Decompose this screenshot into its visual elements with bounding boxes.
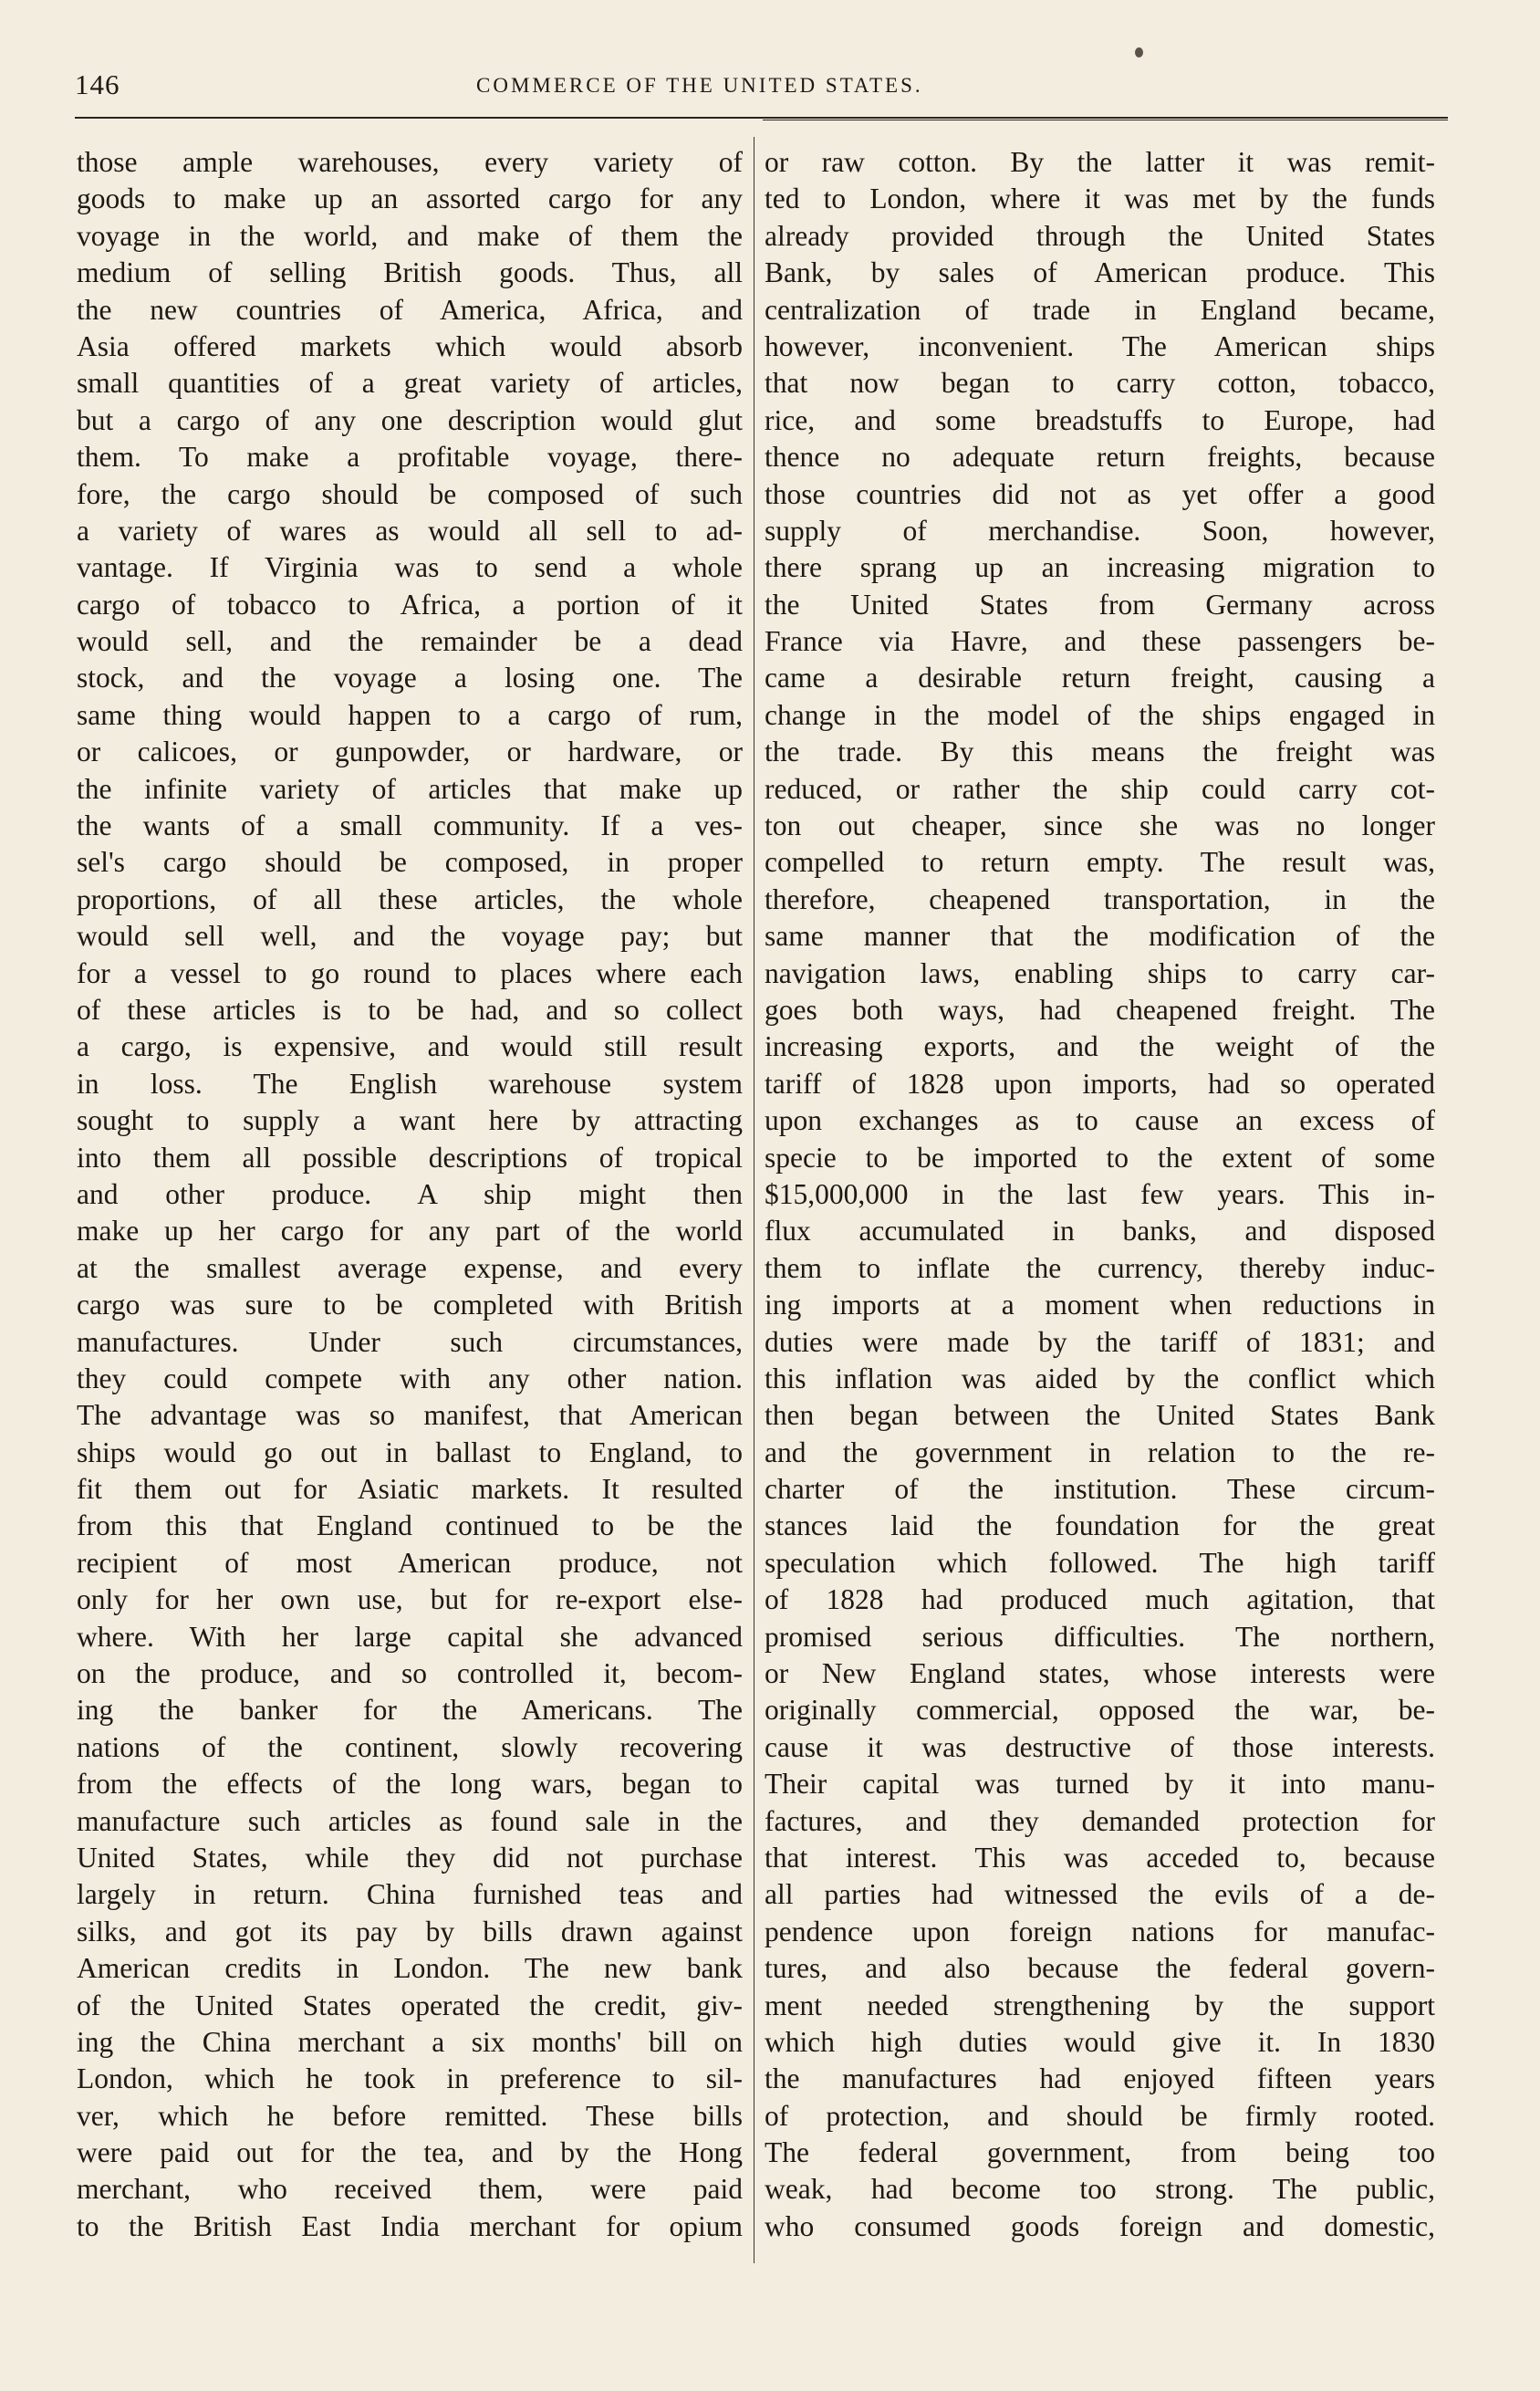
text-line: and other produce. A ship might then	[77, 1177, 743, 1210]
text-line: were paid out for the tea, and by the Hong	[77, 2136, 743, 2169]
text-line: manufactures. Under such circumstances,	[77, 1325, 743, 1358]
text-line: of these articles is to be had, and so collect	[77, 993, 743, 1026]
text-line: fore, the cargo should be composed of such	[77, 477, 743, 510]
text-line: thence no adequate return freights, because	[765, 441, 1435, 474]
text-line: sel's cargo should be composed, in proper	[77, 846, 743, 879]
text-line: France via Havre, and these passengers be-	[765, 625, 1435, 658]
text-line: or calicoes, or gunpowder, or hardware, or	[77, 736, 743, 768]
text-line: or New England states, whose interests were	[765, 1657, 1435, 1690]
text-line: that interest. This was acceded to, because	[765, 1841, 1435, 1874]
text-line: the infinite variety of articles that make up	[77, 772, 743, 805]
text-line: came a desirable return freight, causing a	[765, 662, 1435, 694]
text-line: all parties had witnessed the evils of a de-	[765, 1878, 1435, 1911]
text-line: for a vessel to go round to places where each	[77, 956, 743, 989]
left-column	[77, 144, 743, 2245]
text-line: silks, and got its pay by bills drawn against	[77, 1915, 743, 1947]
text-line: recipient of most American produce, not	[77, 1546, 743, 1579]
text-line: ships would go out in ballast to England, to	[77, 1436, 743, 1468]
text-line: same thing would happen to a cargo of rum,	[77, 698, 743, 731]
text-line: duties were made by the tariff of 1831; and	[765, 1325, 1435, 1358]
text-line: $15,000,000 in the last few years. This in-	[765, 1177, 1435, 1210]
text-line: the wants of a small community. If a ves-	[77, 809, 743, 842]
text-line: United States, while they did not purchase	[77, 1841, 743, 1874]
text-line: however, inconvenient. The American ships	[765, 329, 1435, 362]
page-header	[75, 68, 1448, 114]
text-line: centralization of trade in England became,	[765, 293, 1435, 326]
text-line: would sell well, and the voyage pay; but	[77, 920, 743, 953]
text-line: of protection, and should be firmly rooted.	[765, 2099, 1435, 2132]
text-line: rice, and some breadstuffs to Europe, had	[765, 403, 1435, 436]
text-line: in loss. The English warehouse system	[77, 1067, 743, 1100]
text-line: at the smallest average expense, and every	[77, 1251, 743, 1284]
text-line: who consumed goods foreign and domestic,	[765, 2209, 1435, 2242]
text-line: fit them out for Asiatic markets. It resulted	[77, 1473, 743, 1506]
text-line: already provided through the United States	[765, 219, 1435, 252]
text-line: which high duties would give it. In 1830	[765, 2025, 1435, 2058]
text-line: a cargo, is expensive, and would still result	[77, 1030, 743, 1063]
header-rule	[75, 117, 1448, 119]
text-line: same manner that the modification of the	[765, 920, 1435, 953]
text-line: those ample warehouses, every variety of	[77, 146, 743, 178]
text-line: The federal government, from being too	[765, 2136, 1435, 2169]
text-line: charter of the institution. These circum-	[765, 1473, 1435, 1506]
text-line: speculation which followed. The high tariff	[765, 1546, 1435, 1579]
text-line: The advantage was so manifest, that American	[77, 1399, 743, 1432]
text-line: voyage in the world, and make of them the	[77, 219, 743, 252]
text-line: cargo of tobacco to Africa, a portion of it	[77, 588, 743, 621]
text-line: merchant, who received them, were paid	[77, 2173, 743, 2206]
text-line: goods to make up an assorted cargo for any	[77, 183, 743, 215]
text-line: but a cargo of any one description would glut	[77, 403, 743, 436]
text-line: proportions, of all these articles, the whole	[77, 882, 743, 915]
text-line: of 1828 had produced much agitation, that	[765, 1583, 1435, 1616]
text-line: would sell, and the remainder be a dead	[77, 625, 743, 658]
text-line: American credits in London. The new bank	[77, 1952, 743, 1985]
text-line: change in the model of the ships engaged in	[765, 698, 1435, 731]
text-line: the manufactures had enjoyed fifteen years	[765, 2062, 1435, 2095]
text-line: or raw cotton. By the latter it was remit-	[765, 146, 1435, 178]
text-line: ver, which he before remitted. These bills	[77, 2099, 743, 2132]
text-line: sought to supply a want here by attracting	[77, 1104, 743, 1137]
text-line: largely in return. China furnished teas and	[77, 1878, 743, 1911]
text-line: on the produce, and so controlled it, becom-	[77, 1657, 743, 1690]
text-line: ing the banker for the Americans. The	[77, 1694, 743, 1727]
text-line: therefore, cheapened transportation, in the	[765, 882, 1435, 915]
text-line: tures, and also because the federal govern-	[765, 1952, 1435, 1985]
text-line: this inflation was aided by the conflict which	[765, 1362, 1435, 1394]
text-line: those countries did not as yet offer a good	[765, 477, 1435, 510]
text-line: ted to London, where it was met by the funds	[765, 183, 1435, 215]
text-line: flux accumulated in banks, and disposed	[765, 1215, 1435, 1248]
ink-spot	[1135, 47, 1143, 57]
text-line: they could compete with any other nation.	[77, 1362, 743, 1394]
text-line: London, which he took in preference to sil-	[77, 2062, 743, 2095]
text-line: that now began to carry cotton, tobacco,	[765, 367, 1435, 400]
text-line: specie to be imported to the extent of some	[765, 1141, 1435, 1174]
text-line: medium of selling British goods. Thus, all	[77, 256, 743, 289]
text-line: cause it was destructive of those interests.	[765, 1730, 1435, 1763]
text-line: stock, and the voyage a losing one. The	[77, 662, 743, 694]
text-line: supply of merchandise. Soon, however,	[765, 514, 1435, 547]
text-line: and the government in relation to the re-	[765, 1436, 1435, 1468]
text-line: compelled to return empty. The result was,	[765, 846, 1435, 879]
text-line: of the United States operated the credit, giv-	[77, 1989, 743, 2021]
text-line: increasing exports, and the weight of the	[765, 1030, 1435, 1063]
right-column	[765, 144, 1435, 2245]
text-line: from this that England continued to be the	[77, 1509, 743, 1542]
text-line: Bank, by sales of American produce. This	[765, 256, 1435, 289]
text-line: manufacture such articles as found sale in the	[77, 1804, 743, 1837]
text-line: the United States from Germany across	[765, 588, 1435, 621]
text-line: Asia offered markets which would absorb	[77, 329, 743, 362]
text-line: ing imports at a moment when reductions in	[765, 1289, 1435, 1321]
text-line: where. With her large capital she advanced	[77, 1620, 743, 1653]
text-line: goes both ways, had cheapened freight. The	[765, 993, 1435, 1026]
text-line: them to inflate the currency, thereby induc-	[765, 1251, 1435, 1284]
text-line: cargo was sure to be completed with British	[77, 1289, 743, 1321]
text-line: reduced, or rather the ship could carry cot-	[765, 772, 1435, 805]
text-line: nations of the continent, slowly recovering	[77, 1730, 743, 1763]
text-line: pendence upon foreign nations for manufac-	[765, 1915, 1435, 1947]
text-line: only for her own use, but for re-export else-	[77, 1583, 743, 1616]
text-line: them. To make a profitable voyage, there-	[77, 441, 743, 474]
text-line: weak, had become too strong. The public,	[765, 2173, 1435, 2206]
text-line: navigation laws, enabling ships to carry car-	[765, 956, 1435, 989]
text-line: to the British East India merchant for opium	[77, 2209, 743, 2242]
text-line: there sprang up an increasing migration to	[765, 551, 1435, 584]
page-number: 146	[75, 68, 120, 100]
text-line: ton out cheaper, since she was no longer	[765, 809, 1435, 842]
text-line: vantage. If Virginia was to send a whole	[77, 551, 743, 584]
text-line: small quantities of a great variety of articles,	[77, 367, 743, 400]
text-line: originally commercial, opposed the war, be-	[765, 1694, 1435, 1727]
text-line: a variety of wares as would all sell to ad-	[77, 514, 743, 547]
text-line: Their capital was turned by it into manu-	[765, 1768, 1435, 1801]
text-line: ing the China merchant a six months' bill on	[77, 2025, 743, 2058]
text-line: promised serious difficulties. The northern,	[765, 1620, 1435, 1653]
text-line: factures, and they demanded protection for	[765, 1804, 1435, 1837]
text-line: make up her cargo for any part of the world	[77, 1215, 743, 1248]
text-line: into them all possible descriptions of tropical	[77, 1141, 743, 1174]
text-line: tariff of 1828 upon imports, had so operated	[765, 1067, 1435, 1100]
text-line: ment needed strengthening by the support	[765, 1989, 1435, 2021]
text-line: the trade. By this means the freight was	[765, 736, 1435, 768]
text-line: the new countries of America, Africa, and	[77, 293, 743, 326]
text-line: upon exchanges as to cause an excess of	[765, 1104, 1435, 1137]
text-line: stances laid the foundation for the great	[765, 1509, 1435, 1542]
text-line: from the effects of the long wars, began to	[77, 1768, 743, 1801]
text-line: then began between the United States Bank	[765, 1399, 1435, 1432]
running-title: COMMERCE OF THE UNITED STATES.	[476, 74, 923, 97]
